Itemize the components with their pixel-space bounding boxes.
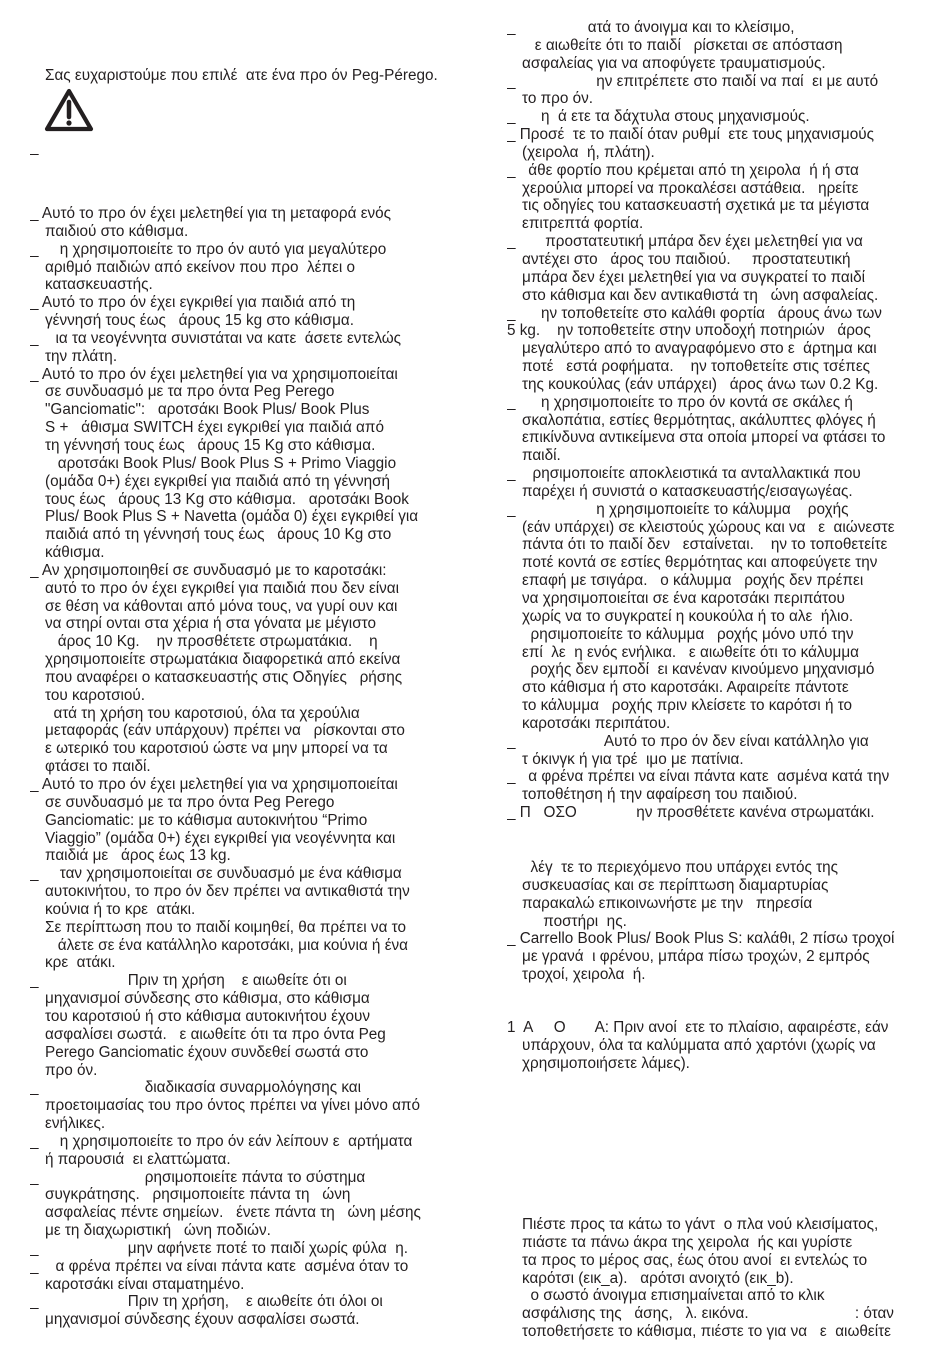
text-line: του καροτσιού ή στο κάθισμα αυτοκινήτου έχουν	[45, 1007, 371, 1025]
text-line: να χρησιμοποιείται σε ένα καροτσάκι περιπάτου	[522, 590, 845, 607]
text-line: μηχανισμοί σύνδεσης στο κάθισμα, στο κάθισμα	[45, 990, 370, 1008]
text-line: _ η ά ετε τα δάχτυλα στους μηχανισμούς.	[507, 108, 810, 126]
text-line: κάθισμα.	[45, 544, 105, 562]
text-line: Plus/ Book Plus S + Navetta (ομάδα 0) έχει εγκριθεί για	[45, 508, 419, 526]
text-line: μεγαλύτερο από το αναγραφόμενο στο ε άρτημα και	[522, 340, 877, 358]
text-line: Σε περίπτωση που το παιδί κοιμηθεί, θα πρέπει να το	[45, 918, 406, 936]
text-line: _ διαδικασία συναρμολόγησης και	[30, 1079, 362, 1097]
text-line: ασφαλείας για να αποφύγετε τραυματισμούς.	[522, 54, 826, 72]
text-line: χερούλια μπορεί να προκαλέσει αστάθεια. ηρείτε	[522, 179, 859, 197]
text-line: πάντα ότι το παιδί δεν εσταίνεται. ην το τοποθετείτε	[522, 536, 888, 554]
text-line: _ ταν χρησιμοποιείται σε συνδυασμό με ένα κάθισμα	[30, 865, 402, 883]
text-line: _ Πριν τη χρήση, ε αιωθείτε ότι όλοι οι	[30, 1293, 383, 1311]
text-line: μηχανισμοί σύνδεσης έχουν ασφαλίσει σωστά.	[45, 1311, 360, 1329]
text-line: το προ όν.	[522, 90, 594, 108]
text-line: _ Αν χρησιμοποιηθεί σε συνδυασμό με το καροτσάκι:	[30, 561, 387, 579]
text-line: άρος 10 Kg. ην προσθέτετε στρωματάκια. η	[45, 633, 378, 651]
right-warnings-list	[507, 19, 948, 822]
text-line: αυτοκινήτου, το προ όν δεν πρέπει να αντικαθιστά την	[45, 883, 410, 901]
text-line: _ μην αφήνετε ποτέ το παιδί χωρίς φύλα η.	[30, 1239, 408, 1257]
text-line: τ όκινγκ ή για τρέ ιμο με πατίνια.	[522, 750, 744, 768]
text-line: ποτέ εστά ροφήματα. ην τοποθετείτε στις τσέπες	[522, 358, 871, 376]
text-line: _ Αυτό το προ όν έχει μελετηθεί για τη μεταφορά ενός	[30, 205, 392, 222]
text-line: ασφάλισης της άσης, λ. εικόνα. : όταν	[522, 1305, 894, 1323]
text-line: επικίνδυνα αντικείμενα στα οποία μπορεί να φτάσει το	[522, 429, 886, 447]
text-line: _ ην τοποθετείτε στο καλάθι φορτία άρους άνω των	[507, 304, 882, 322]
text-line: ε αιωθείτε ότι το παιδί ρίσκεται σε απόσταση	[522, 36, 843, 54]
text-line: φτάσει το παιδί.	[45, 758, 151, 776]
text-line: Ganciomatic: με το κάθισμα αυτοκινήτου “Primo	[45, 811, 368, 829]
text-line: παιδιού στο κάθισμα.	[45, 222, 189, 240]
text-line: ασφαλίσει σωστά. ε αιωθείτε ότι τα προ όντα Peg	[45, 1025, 386, 1043]
text-line: τοποθετήσετε το κάθισμα, πιέστε το για να ε αιωθείτε	[522, 1323, 891, 1341]
warning-triangle-icon	[43, 87, 95, 134]
package-contents-section	[507, 859, 948, 984]
left-warnings-list	[30, 205, 490, 1329]
text-line: αριθμό παιδιών από εκείνον που προ λέπει ο	[45, 258, 355, 276]
text-line: τα προς το μέρος σας, έως ότου ανοί ει εντελώς το	[522, 1251, 868, 1269]
text-line: άλετε σε ένα κατάλληλο καροτσάκι, μια κούνια ή ένα	[45, 936, 409, 954]
text-line: σκαλοπάτια, εστίες θερμότητας, ακάλυπτες φλόγες ή	[522, 411, 876, 429]
text-line: 1 Α Ο Α: Πριν ανοί ετε το πλαίσιο, αφαιρέστε, εάν	[507, 1019, 889, 1036]
text-line: με γρανά ι φρένου, μπάρα πίσω τροχών, 2 εμπρός	[522, 948, 870, 966]
text-line: το κάλυμμα ροχής πριν κλείσετε το καρότσι ή το	[522, 697, 853, 715]
text-line: παρέχει ή συνιστά ο κατασκευαστής/εισαγωγέας.	[522, 482, 853, 500]
text-line: να στηρί ονται στα χέρια ή στα γόνατα με μέγιστο	[45, 615, 376, 633]
text-line: χρησιμοποιήσετε λάμες).	[522, 1054, 690, 1072]
text-line: γέννησή τους έως άρους 15 kg στο κάθισμα.	[45, 312, 354, 330]
text-line: κατασκευαστής.	[45, 276, 153, 294]
text-line: συσκευασίας και σε περίπτωση διαμαρτυρίας	[522, 876, 829, 894]
text-line: ή παρουσιά ει ελαττώματα.	[45, 1150, 231, 1168]
text-line: παιδιά από τη γέννησή τους έως άρους 10 Kg στο	[45, 526, 392, 544]
text-line: _ Carrello Book Plus/ Book Plus S: καλάθι, 2 πίσω τροχοί	[507, 930, 895, 948]
text-line: χρησιμοποιείτε στρωματάκια διαφορετικά από εκείνα	[45, 651, 401, 669]
text-line: καροτσάκι περιπάτου.	[522, 714, 671, 732]
text-line: επί λε η ενός ενήλικα. ε αιωθείτε ότι το κάλυμμα	[522, 643, 860, 661]
assembly-step-section	[507, 1019, 948, 1073]
text-line: αντέχει στο άρος του παιδιού. προστατευτική	[522, 250, 851, 268]
text-line: _ η χρησιμοποιείτε το προ όν αυτό για μεγαλύτερο	[30, 240, 387, 258]
text-line: την πλάτη.	[45, 347, 118, 365]
text-line: ροχής δεν εμποδί ει κανέναν κινούμενο μηχανισμό	[522, 661, 875, 679]
text-line: _ άθε φορτίο που κρέμεται από τη χειρολα ή ή στα	[507, 161, 859, 179]
text-line: _ Αυτό το προ όν έχει εγκριθεί για παιδιά από τη	[30, 294, 356, 312]
text-line: _ Αυτό το προ όν έχει μελετηθεί για να χρησιμοποιείται	[30, 365, 398, 383]
text-line: παιδιά με άρος έως 13 kg.	[45, 847, 231, 865]
section-marker	[30, 139, 490, 157]
text-line: υπάρχουν, όλα τα καλύμματα από χαρτόνι (χωρίς να	[522, 1036, 876, 1054]
text-line: λέγ τε το περιεχόμενο που υπάρχει εντός της	[522, 859, 839, 876]
text-line: παρακαλώ επικοινωνήστε με την πηρεσία	[522, 894, 813, 912]
text-line: ασφαλείας πέντε σημείων. ένετε πάντα τη ώνη μέσης	[45, 1204, 421, 1222]
text-line: σε συνδυασμό με τα προ όντα Peg Perego	[45, 793, 335, 811]
text-line: _ Προσέ τε το παιδί όταν ρυθμί ετε τους μηχανισμούς	[507, 126, 874, 144]
text-line: στο κάθισμα ή στο καροτσάκι. Αφαιρείτε πάντοτε	[522, 679, 849, 697]
text-line: στο κάθισμα και δεν αντικαθιστά τη ώνη ασφαλείας.	[522, 286, 879, 304]
text-line: _ ατά το άνοιγμα και το κλείσιμο,	[507, 19, 795, 36]
text-line: ποτέ κοντά σε εστίες θερμότητας και αποφεύγετε την	[522, 554, 878, 572]
text-line: _ Πριν τη χρήση ε αιωθείτε ότι οι	[30, 972, 347, 990]
text-line: _ Π ΟΣΟ ην προσθέτετε κανένα στρωματάκι.	[507, 804, 875, 822]
text-line: (ομάδα 0+) έχει εγκριθεί για παιδιά από τη γέννησή	[45, 472, 391, 490]
text-line: _ η χρησιμοποιείτε το προ όν εάν λείπουν ε αρτήματα	[30, 1132, 413, 1150]
text-line: τροχοί, χειρολα ή.	[522, 966, 646, 984]
text-line: μπάρα δεν έχει μελετηθεί για να συγκρατεί το παιδί	[522, 268, 866, 286]
intro-text	[30, 67, 490, 85]
text-line: που αναφέρει ο κατασκευαστής στις Οδηγίες ρήσης	[45, 668, 403, 686]
text-line: "Ganciomatic": αροτσάκι Book Plus/ Book Plus	[45, 401, 370, 419]
text-line: σε συνδυασμό με τα προ όντα Peg Perego	[45, 383, 335, 401]
text-line: αροτσάκι Book Plus/ Book Plus S + Primo Viaggio	[45, 454, 397, 472]
text-line: ατά τη χρήση του καροτσιού, όλα τα χερούλια	[45, 704, 360, 722]
text-line: _ α φρένα πρέπει να είναι πάντα κατε ασμένα κατά την	[507, 768, 890, 786]
text-line: σε θέση να κάθονται από μόνα τους, να γυρί ουν και	[45, 597, 398, 615]
text-line: _ Αυτό το προ όν δεν είναι κατάλληλο για	[507, 732, 869, 750]
text-line: τοποθέτηση ή την αφαίρεση του παιδιού.	[522, 786, 798, 804]
text-line: (χειρολα ή, πλάτη).	[522, 143, 655, 161]
text-line: κούνια ή το κρε ατάκι.	[45, 900, 196, 918]
text-line: S + άθισμα SWITCH έχει εγκριθεί για παιδιά από	[45, 419, 384, 437]
text-line: τη γέννησή τους έως άρους 15 Kg στο κάθισμα.	[45, 436, 376, 454]
text-line: καρότσι (εικ_a). αρότσι ανοιχτό (εικ_b).	[522, 1269, 794, 1287]
text-line: _ προστατευτική μπάρα δεν έχει μελετηθεί για να	[507, 233, 863, 251]
text-line: συγκράτησης. ρησιμοποιείτε πάντα τη ώνη	[45, 1186, 351, 1204]
text-line: παιδί.	[522, 447, 561, 465]
intro-line: Σας ευχαριστούμε που επιλέ ατε ένα προ όν Peg-Pérego.	[45, 67, 438, 84]
text-line: ποστήρι ης.	[522, 912, 627, 930]
text-line: με τη διαχωριστική ώνη ποδιών.	[45, 1222, 271, 1240]
text-line: _ ρησιμοποιείτε αποκλειστικά τα ανταλλακτικά που	[507, 465, 861, 483]
text-line: του καροτσιού.	[45, 686, 146, 704]
text-line: _ ρησιμοποιείτε πάντα το σύστημα	[30, 1168, 366, 1186]
text-line: ενήλικες.	[45, 1115, 106, 1133]
text-line: προετοιμασίας του προ όντος πρέπει να γίνει μόνο από	[45, 1097, 420, 1115]
text-line: ρησιμοποιείτε το κάλυμμα ροχής μόνο υπό την	[522, 625, 854, 643]
opening-instructions-section	[507, 1216, 948, 1341]
text-line: επαφή με τσιγάρα. ο κάλυμμα ροχής δεν πρέπει	[522, 572, 864, 590]
text-line: _ ην επιτρέπετε στο παιδί να παί ει με αυτό	[507, 72, 879, 90]
text-line: τους έως άρους 13 Kg στο κάθισμα. αροτσάκι Book	[45, 490, 409, 508]
text-line: _ α φρένα πρέπει να είναι πάντα κατε ασμένα όταν το	[30, 1257, 409, 1275]
text-line: επιτρεπτά φορτία.	[522, 215, 644, 233]
text-line: _ η χρησιμοποιείτε το προ όν κοντά σε σκάλες ή	[507, 393, 853, 411]
text-line: της κουκούλας (εάν υπάρχει) άρος άνω των 0.2 Kg.	[522, 375, 879, 393]
text-line: ο σωστό άνοιγμα επισημαίνεται από το κλικ	[522, 1287, 825, 1305]
dash-line: _	[30, 139, 39, 156]
text-line: πιάστε τα πάνω άκρα της χειρολα ής και γυρίστε	[522, 1233, 853, 1251]
text-line: τις οδηγίες του κατασκευαστή σχετικά με τα μέγιστα	[522, 197, 870, 215]
text-line: Perego Ganciomatic έχουν συνδεθεί σωστά στο	[45, 1043, 369, 1061]
text-line: χωρίς να το συγκρατεί η κουκούλα ή το αλε ήλιο.	[522, 607, 854, 625]
text-line: προ όν.	[45, 1061, 98, 1079]
text-line: Πιέστε προς τα κάτω το γάντ ο πλα νού κλεισίματος,	[522, 1216, 879, 1233]
text-line: κρε ατάκι.	[45, 954, 116, 972]
text-line: 5 kg. ην τοποθετείτε στην υποδοχή ποτηριών άρος	[507, 322, 871, 340]
text-line: _ ια τα νεογέννητα συνιστάται να κατε άσετε εντελώς	[30, 329, 402, 347]
text-line: (εάν υπάρχει) σε κλειστούς χώρους και να ε αιώνεστε	[522, 518, 895, 536]
text-line: καροτσάκι είναι σταματημένο.	[45, 1275, 245, 1293]
text-line: _ η χρησιμοποιείτε το κάλυμμα ροχής	[507, 500, 849, 518]
text-line: Viaggio” (ομάδα 0+) έχει εγκριθεί για νεογέννητα και	[45, 829, 396, 847]
text-line: ε ωτερικό του καροτσιού ώστε να μην μπορεί να τα	[45, 740, 388, 758]
text-line: μεταφοράς (εάν υπάρχουν) πρέπει να ρίσκονται στο	[45, 722, 405, 740]
text-line: _ Αυτό το προ όν έχει μελετηθεί για να χρησιμοποιείται	[30, 776, 398, 793]
text-line: αυτό το προ όν έχει εγκριθεί για παιδιά που δεν είναι	[45, 579, 400, 597]
